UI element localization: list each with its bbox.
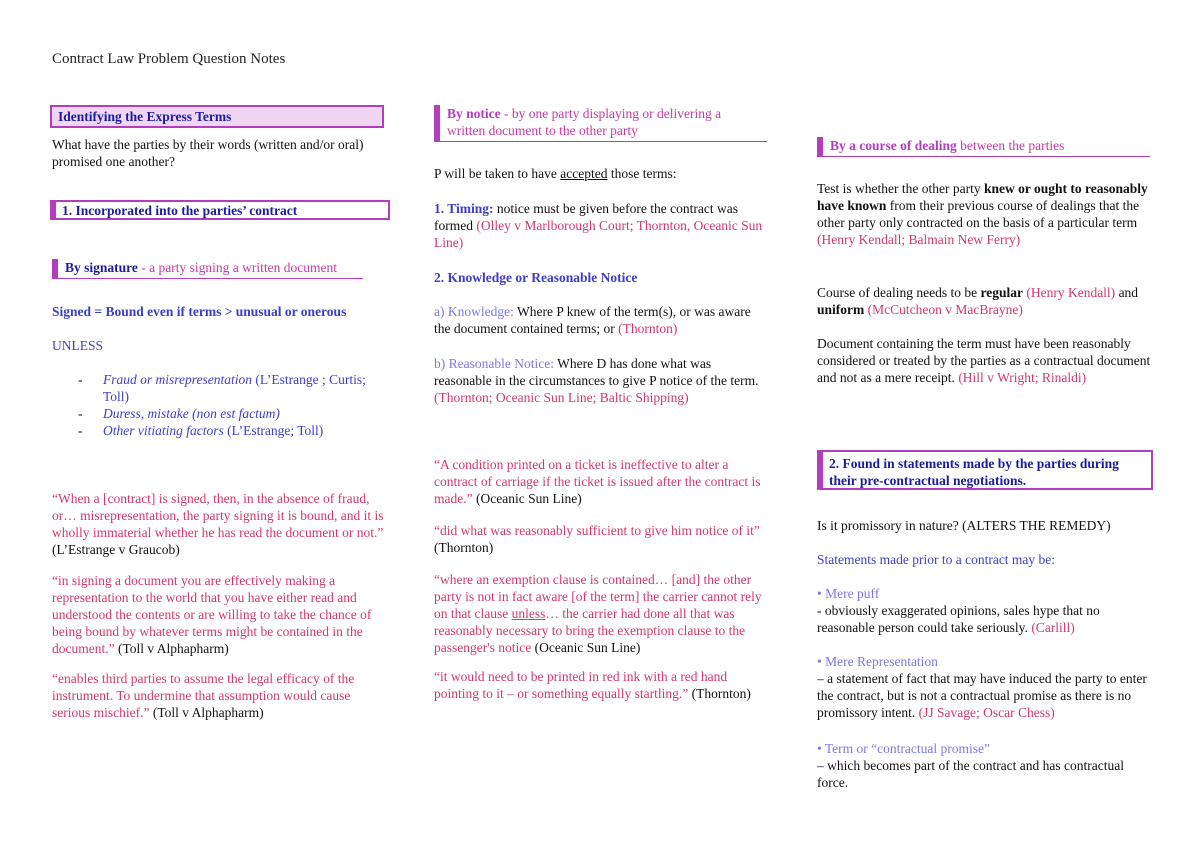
test-paragraph [817,180,1152,248]
course-of-dealing-heading [817,137,1150,157]
test-text: Test is whether the other party [817,181,985,196]
quote-citation: (Toll v Alphapharm) [149,705,264,720]
quote-text: “enables third parties to assume the legal efficacy of the instrument. To undermine that assumption would cause serious mischief.” [52,671,355,720]
document-title: Contract Law Problem Question Notes [52,51,286,67]
reasonable-notice-text: Where D has done what was reasonable in the circumstances to give P notice of the term. [434,356,759,388]
quote-lestrange [52,490,387,558]
document-text: Document containing the term must have been reasonably considered or treated by the parties as a contractual document and not as a mere receipt. [817,336,1151,385]
regularity-bold: regular [980,285,1023,300]
exception-name: Other vitiating factors [103,423,224,438]
exception-item [52,405,387,422]
puff-text: - obviously exaggerated opinions, sales hype that no reasonable person could take seriously. [817,603,1100,635]
document-cases: (Hill v Wright; Rinaldi) [958,370,1087,385]
heading-express-terms: Identifying the Express Terms [50,105,384,128]
notice-heading [434,105,767,142]
regularity-text: and [1115,285,1139,300]
knowledge-text: Where P knew of the term(s), or was aware the document contained terms; or [434,304,751,336]
quote-text: “where an exemption clause is contained… [and] the other party is not in fact aware [of the term] the carrier cannot rely on that clause [434,572,762,621]
section-2-heading: 2. Found in statements made by the parties during their pre-contractual negotiations. [817,450,1153,490]
quote-citation: (Thornton) [688,686,751,701]
intro-question: What have the parties by their words (written and/or oral) promised one another? [52,137,364,169]
quote-text: “it would need to be printed in red ink with a red hand pointing to it – or something equally startling.” [434,669,728,701]
quote-text: “A condition printed on a ticket is ineffective to alter a contract of carriage if the ticket is issued after the contract is made.” [434,457,761,506]
course-heading-rest: between the parties [956,138,1065,153]
signature-heading-rest: - a party signing a written document [137,260,337,275]
quote-thornton-2 [434,668,769,702]
timing-text: notice must be given before the contract was formed [434,201,738,233]
knowledge-label: a) Knowledge: [434,304,514,319]
quote-citation: (L’Estrange v Graucob) [52,542,180,557]
quote-citation: (Oceanic Sun Line) [472,491,582,506]
course-heading-strong: By a course of dealing [830,138,957,153]
accepted-line [434,165,769,182]
quote-citation: (Thornton) [434,540,494,555]
reasonable-notice-label: b) Reasonable Notice: [434,356,554,371]
statements-intro: Statements made prior to a contract may be: [817,552,1056,567]
quote-citation: (Oceanic Sun Line) [531,640,641,655]
exception-name: Fraud or misrepresentation [103,372,252,387]
quote-exemption [434,571,769,656]
term-heading: • Term or “contractual promise” [817,741,990,756]
exception-cases: (L’Estrange; Toll) [223,423,324,438]
regularity-cases: (Henry Kendall) [1022,285,1116,300]
exception-cases: (L’Estrange ; Curtis; Toll) [103,372,366,404]
quote-oceanic [434,456,769,507]
notice-heading-strong: By notice [447,106,501,121]
representation-text: – a statement of fact that may have induced the party to enter the contract, but is not a contractual promise as there is no promissory intent. [817,671,1147,720]
quote-text: … the carrier had done all that was reasonably necessary to bring the exemption clause to the passenger's notice [434,606,746,655]
puff-cases: (Carlill) [1031,620,1075,635]
timing-label: 1. Timing: [434,201,494,216]
knowledge-paragraph [434,303,769,337]
quote-toll-2 [52,670,387,721]
signature-heading-strong: By signature [65,260,138,275]
quote-unless: unless [511,606,546,621]
accepted-word: accepted [560,166,608,181]
puff-paragraph [817,602,1152,636]
document-paragraph [817,335,1152,386]
timing-paragraph [434,200,769,251]
section-1-heading: 1. Incorporated into the parties’ contract [50,200,390,220]
test-cases: (Henry Kendall; Balmain New Ferry) [817,232,1021,247]
accepted-pre: P will be taken to have [434,166,561,181]
term-paragraph: – which becomes part of the contract and has contractual force. [817,758,1124,790]
exceptions-list [52,371,387,439]
uniformity-cases: (McCutcheon v MacBrayne) [864,302,1023,317]
quote-text: “in signing a document you are effectively making a representation to the world that you have either read and understood the contents or are willing to take the chance of being bound by whatever terms might be contained in the document.” [52,573,372,656]
quote-toll-1 [52,572,387,657]
notice-heading-rest: - by one party displaying or delivering a written document to the other party [447,106,722,138]
unless-label: UNLESS [52,338,104,353]
signature-heading [52,259,363,279]
reasonable-notice-cases: (Thornton; Oceanic Sun Line; Baltic Shipping) [434,390,689,405]
exception-item [52,371,387,405]
quote-text: “When a [contract] is signed, then, in the absence of fraud, or… misrepresentation, the party signing it is bound, and it is wholly immaterial whether he has read the document or not.” [52,491,384,540]
representation-heading: • Mere Representation [817,654,938,669]
reasonable-notice-paragraph [434,355,769,406]
regularity-paragraph [817,284,1152,318]
quote-text: “did what was reasonably sufficient to give him notice of it” [434,523,760,538]
uniformity-bold: uniform [817,302,865,317]
exception-item [52,422,387,439]
timing-cases: (Olley v Marlborough Court; Thornton, Oceanic Sun Line) [434,218,763,250]
representation-cases: (JJ Savage; Oscar Chess) [918,705,1055,720]
test-text: from their previous course of dealings that the other party only contracted on the basis of a particular term [817,198,1140,230]
quote-citation: (Toll v Alphapharm) [114,641,229,656]
signed-rule: Signed = Bound even if terms > unusual or onerous [52,304,347,319]
knowledge-cases: (Thornton) [618,321,678,336]
regularity-text: Course of dealing needs to be [817,285,981,300]
representation-paragraph [817,670,1152,721]
accepted-post: those terms: [607,166,677,181]
quote-thornton-1 [434,522,769,556]
promissory-question: Is it promissory in nature? (ALTERS THE REMEDY) [817,518,1111,533]
puff-heading: • Mere puff [817,586,880,601]
exception-name: Duress, mistake (non est factum) [103,406,280,421]
test-bold: knew or ought to reasonably have known [817,181,1148,213]
knowledge-heading: 2. Knowledge or Reasonable Notice [434,270,638,285]
